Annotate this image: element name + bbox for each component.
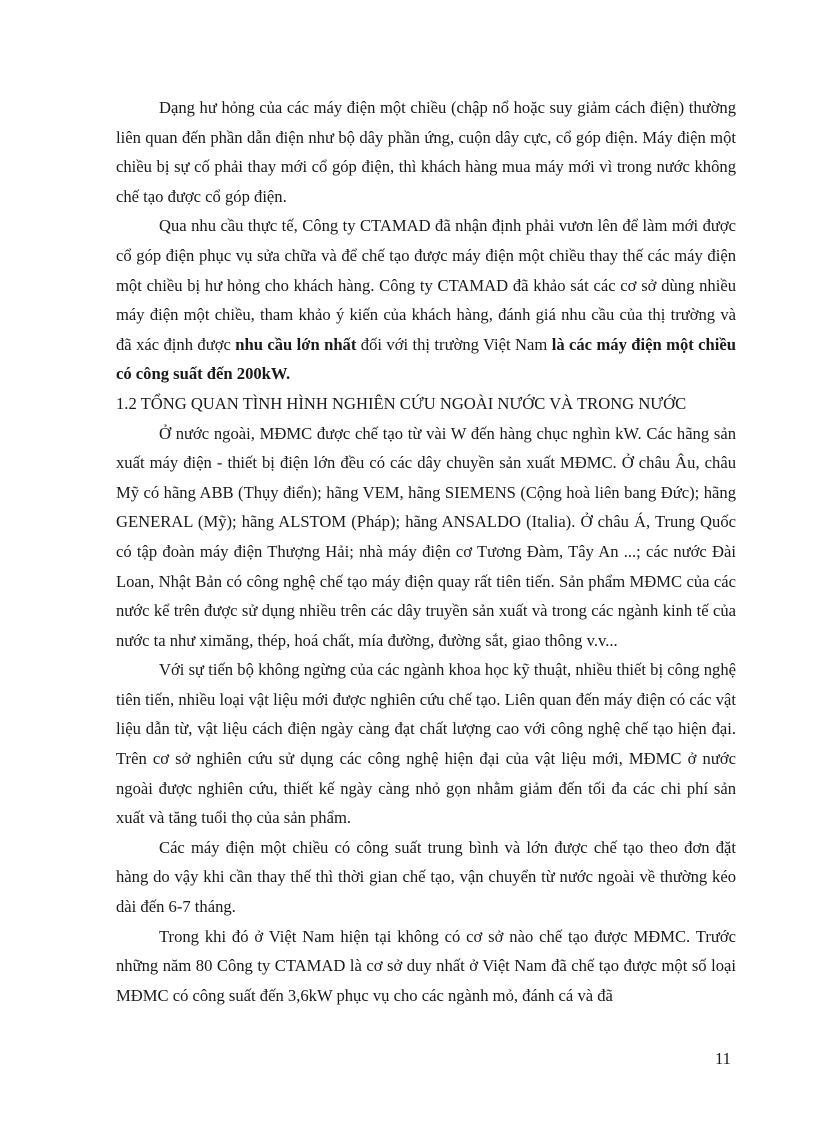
paragraph-2-text-b: đối với thị trường Việt Nam [356, 334, 552, 354]
paragraph-2-bold-a: nhu cầu lớn nhất [235, 334, 357, 354]
paragraph-3: Ở nước ngoài, MĐMC được chế tạo từ vài W đến hàng chục nghìn kW. Các hãng sản xuất máy điện - thiết bị điện lớn đều có các dây chuyền sản xuất MĐMC. Ở châu Âu, châu Mỹ có hãng ABB (Thụy điển); hãng VEM, hãng SIEMENS (Cộng hoà liên bang Đức); hãng GENERAL (Mỹ); hãng ALSTOM (Pháp); hãng ANSALDO (Italia). Ở châu Á, Trung Quốc có tập đoàn máy điện Thượng Hải; nhà máy điện cơ Tương Đàm, Tây An ...; các nước Đài Loan, Nhật Bản có công nghệ chế tạo máy điện quay rất tiên tiến. Sản phẩm MĐMC của các nước kể trên được sử dụng nhiều trên các dây truyền sản xuất và trong các ngành kinh tế của nước ta như ximăng, thép, hoá chất, mía đường, đường sắt, giao thông v.v... [116, 423, 736, 650]
paragraph-2-text-a: Qua nhu cầu thực tế, Công ty CTAMAD đã nhận định phải vươn lên để làm mới được cổ góp điện phục vụ sửa chữa và để chế tạo được máy điện một chiều thay thế các máy điện một chiều bị hư hỏng cho khách hàng. Công ty CTAMAD đã khảo sát các cơ sở dùng nhiều máy điện một chiều, tham khảo ý kiến của khách hàng, đánh giá nhu cầu của thị trường và đã xác định được [116, 216, 736, 354]
page-number: 11 [715, 1049, 731, 1068]
paragraph-2 [116, 211, 736, 389]
paragraph-4: Với sự tiến bộ không ngừng của các ngành khoa học kỹ thuật, nhiều thiết bị công nghệ tiên tiến, nhiều loại vật liệu mới được nghiên cứu chế tạo. Liên quan đến máy điện có các vật liệu dẫn từ, vật liệu cách điện ngày càng đạt chất lượng cao với công nghệ chế tạo hiện đại. Trên cơ sở nghiên cứu sử dụng các công nghệ hiện đại của vật liệu mới, MĐMC ở nước ngoài được nghiên cứu, thiết kế ngày càng nhỏ gọn nhằm giảm đến tối đa các chi phí sản xuất và tăng tuổi thọ của sản phẩm. [116, 660, 736, 828]
section-heading: 1.2 TỔNG QUAN TÌNH HÌNH NGHIÊN CỨU NGOÀI NƯỚC VÀ TRONG NƯỚC [116, 393, 687, 413]
paragraph-5: Các máy điện một chiều có công suất trung bình và lớn được chế tạo theo đơn đặt hàng do vậy khi cần thay thế thì thời gian chế tạo, vận chuyển từ nước ngoài về thường kéo dài đến 6-7 tháng. [116, 837, 736, 917]
paragraph-1: Dạng hư hỏng của các máy điện một chiều (chập nổ hoặc suy giảm cách điện) thường liên quan đến phần dẫn điện như bộ dây phần ứng, cuộn dây cực, cổ góp điện. Máy điện một chiều bị sự cố phải thay mới cổ góp điện, thì khách hàng mua máy mới vì trong nước không chế tạo được cổ góp điện. [116, 98, 736, 206]
paragraph-2-bold-b: là các máy điện một chiều có công suất đến 200kW. [116, 334, 736, 384]
paragraph-6: Trong khi đó ở Việt Nam hiện tại không có cơ sở nào chế tạo được MĐMC. Trước những năm 80 Công ty CTAMAD là cơ sở duy nhất ở Việt Nam đã chế tạo được một số loại MĐMC có công suất đến 3,6kW phục vụ cho các ngành mỏ, đánh cá và đã [116, 926, 736, 1005]
document-body [116, 93, 736, 1010]
